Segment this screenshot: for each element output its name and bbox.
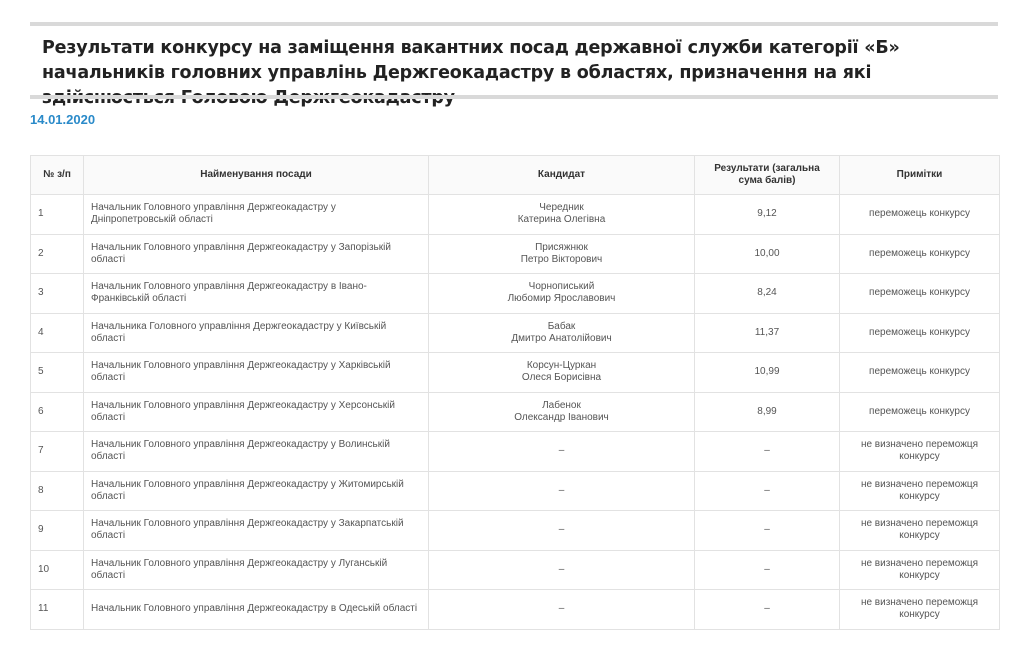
row-candidate — [429, 274, 695, 314]
candidate-name: Дмитро Анатолійович — [511, 332, 612, 344]
candidate-surname: – — [558, 524, 565, 536]
table-row — [31, 511, 1000, 551]
table-row — [31, 353, 1000, 393]
row-candidate — [429, 550, 695, 590]
row-score: – — [695, 511, 840, 551]
candidate-surname: – — [558, 563, 565, 575]
table-header-row — [31, 156, 1000, 195]
row-num: 3 — [31, 274, 84, 314]
row-num: 1 — [31, 195, 84, 235]
candidate-surname: Чередник — [539, 202, 584, 214]
row-score: – — [695, 432, 840, 472]
row-score: 10,00 — [695, 234, 840, 274]
row-num: 5 — [31, 353, 84, 393]
row-note: не визначено переможця конкурсу — [840, 471, 1000, 511]
header-result: Результати (загальна сума балів) — [695, 156, 840, 195]
table-row — [31, 313, 1000, 353]
row-score: – — [695, 550, 840, 590]
row-note: не визначено переможця конкурсу — [840, 432, 1000, 472]
header-position: Найменування посади — [84, 156, 429, 195]
row-candidate — [429, 471, 695, 511]
row-num: 4 — [31, 313, 84, 353]
table-row — [31, 195, 1000, 235]
candidate-surname: – — [558, 445, 565, 457]
candidate-surname: Корсун-Цуркан — [526, 360, 597, 372]
row-score: 9,12 — [695, 195, 840, 235]
table-row — [31, 590, 1000, 630]
row-position: Начальник Головного управління Держгеокадастру у Харківській області — [84, 353, 429, 393]
title-bottom-divider — [30, 95, 998, 99]
table-row — [31, 234, 1000, 274]
row-num: 11 — [31, 590, 84, 630]
candidate-name: Олеся Борисівна — [521, 372, 602, 384]
candidate-surname: – — [558, 603, 565, 615]
row-position: Начальник Головного управління Держгеокадастру в Івано-Франківській області — [84, 274, 429, 314]
table-row — [31, 471, 1000, 511]
candidate-surname: – — [558, 484, 565, 496]
candidate-name: Катерина Олегівна — [517, 214, 606, 226]
row-note: переможець конкурсу — [840, 353, 1000, 393]
candidate-name: Любомир Ярославович — [507, 293, 616, 305]
candidate-surname: Бабак — [547, 320, 576, 332]
candidate-surname: Лабенок — [542, 399, 581, 411]
row-candidate — [429, 353, 695, 393]
candidate-name: Олександр Іванович — [514, 411, 609, 423]
row-position: Начальник Головного управління Держгеокадастру у Херсонській області — [84, 392, 429, 432]
header-candidate: Кандидат — [429, 156, 695, 195]
row-candidate — [429, 195, 695, 235]
row-candidate — [429, 590, 695, 630]
row-score: 8,24 — [695, 274, 840, 314]
row-num: 2 — [31, 234, 84, 274]
row-position: Начальник Головного управління Держгеокадастру у Запорізькій області — [84, 234, 429, 274]
row-note: переможець конкурсу — [840, 195, 1000, 235]
row-note: переможець конкурсу — [840, 274, 1000, 314]
header-num: № з/п — [31, 156, 84, 195]
candidate-surname: Присяжнюк — [535, 241, 588, 253]
row-position: Начальник Головного управління Держгеокадастру у Житомирській області — [84, 471, 429, 511]
candidate-surname: Чорнописький — [528, 281, 595, 293]
row-position: Начальник Головного управління Держгеокадастру у Волинській області — [84, 432, 429, 472]
table-row — [31, 392, 1000, 432]
row-score: 8,99 — [695, 392, 840, 432]
row-num: 6 — [31, 392, 84, 432]
title-top-divider — [30, 22, 998, 26]
row-position: Начальника Головного управління Держгеокадастру у Київській області — [84, 313, 429, 353]
table-row — [31, 432, 1000, 472]
row-candidate — [429, 511, 695, 551]
row-score: 10,99 — [695, 353, 840, 393]
row-note: переможець конкурсу — [840, 392, 1000, 432]
row-num: 9 — [31, 511, 84, 551]
row-candidate — [429, 432, 695, 472]
row-candidate — [429, 234, 695, 274]
row-num: 7 — [31, 432, 84, 472]
row-note: не визначено переможця конкурсу — [840, 590, 1000, 630]
row-position: Начальник Головного управління Держгеокадастру у Закарпатській області — [84, 511, 429, 551]
row-note: не визначено переможця конкурсу — [840, 550, 1000, 590]
row-score: 11,37 — [695, 313, 840, 353]
row-num: 8 — [31, 471, 84, 511]
row-candidate — [429, 313, 695, 353]
row-note: переможець конкурсу — [840, 234, 1000, 274]
row-score: – — [695, 471, 840, 511]
row-position: Начальник Головного управління Держгеокадастру у Дніпропетровській області — [84, 195, 429, 235]
row-position: Начальник Головного управління Держгеокадастру у Луганській області — [84, 550, 429, 590]
row-position: Начальник Головного управління Держгеокадастру в Одеській області — [84, 590, 429, 630]
row-num: 10 — [31, 550, 84, 590]
page-title: Результати конкурсу на заміщення вакантних посад державної служби категорії «Б» начальників головних управлінь Держгеокадастру в областях, призначення на які — [42, 38, 900, 83]
table-row — [31, 550, 1000, 590]
row-note: переможець конкурсу — [840, 313, 1000, 353]
row-note: не визначено переможця конкурсу — [840, 511, 1000, 551]
row-candidate — [429, 392, 695, 432]
results-table — [30, 155, 1000, 630]
table-row — [31, 274, 1000, 314]
header-note: Примітки — [840, 156, 1000, 195]
row-score: – — [695, 590, 840, 630]
candidate-name: Петро Вікторович — [520, 253, 603, 265]
publication-date: 14.01.2020 — [30, 112, 96, 127]
